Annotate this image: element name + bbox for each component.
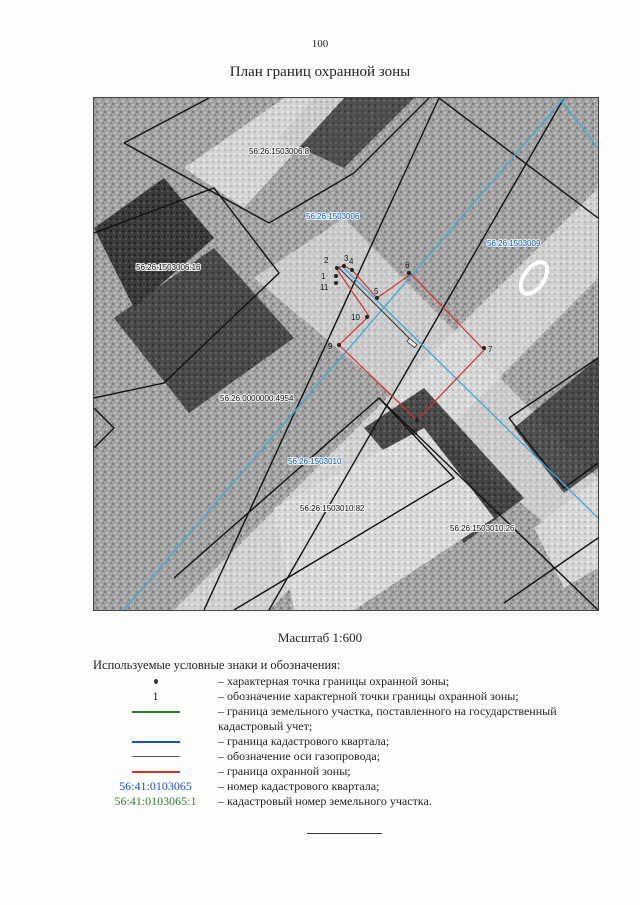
quarter-label-1503006: 56:26:1503006 xyxy=(306,212,360,221)
point-1[interactable] xyxy=(334,274,338,278)
map-canvas xyxy=(94,98,598,610)
point-dot-icon xyxy=(154,679,158,684)
legend-symbol-parcel-line xyxy=(93,704,218,719)
legend-text: – граница охранной зоны; xyxy=(218,764,351,778)
legend-text: – граница земельного участка, поставленного на государственный кадастровый учет; xyxy=(218,704,557,733)
map-view[interactable] xyxy=(93,97,599,611)
legend-row-point xyxy=(93,674,603,689)
point-label-3: 3 xyxy=(344,254,349,263)
point-7[interactable] xyxy=(482,346,486,350)
legend-row-gas-axis xyxy=(93,749,603,764)
legend-text: – кадастровый номер земельного участка. xyxy=(218,794,432,808)
legend-row-zone-boundary xyxy=(93,764,603,779)
point-label-5: 5 xyxy=(374,287,379,296)
point-2[interactable] xyxy=(335,266,339,270)
point-4[interactable] xyxy=(350,268,354,272)
legend-text: – обозначение оси газопровода; xyxy=(218,749,381,763)
blue-line-icon xyxy=(132,741,180,743)
quarter-label-1503010: 56:26:1503010 xyxy=(288,457,342,466)
point-9[interactable] xyxy=(337,343,341,347)
point-8[interactable] xyxy=(415,418,419,422)
legend-text: – номер кадастрового квартала; xyxy=(218,779,380,793)
parcel-label-82: 56:26:1503010:82 xyxy=(300,504,365,513)
parcel-label-26: 56:26:1503010:26 xyxy=(450,524,515,533)
point-3[interactable] xyxy=(342,264,346,268)
scale-label: Масштаб 1:600 xyxy=(277,630,363,645)
page-number: 100 xyxy=(311,38,329,50)
point-10[interactable] xyxy=(365,315,369,319)
point-5[interactable] xyxy=(375,296,379,300)
point-label-10: 10 xyxy=(351,313,360,322)
point-label-7: 7 xyxy=(488,345,493,354)
legend-symbol-quarter-number: 56:41:0103065 xyxy=(119,779,192,793)
point-label-1: 1 xyxy=(321,272,326,281)
page-title: План границ охранной зоны xyxy=(229,64,411,80)
parcel-label-16: 56:26:1503006:16 xyxy=(136,263,201,272)
green-line-icon xyxy=(132,711,180,713)
point-11[interactable] xyxy=(334,281,338,285)
legend-row-quarter-number xyxy=(93,779,603,794)
legend-symbol-number: 1 xyxy=(152,689,159,703)
legend-symbol-gas-line xyxy=(93,749,218,764)
legend-symbol-parcel-number: 56:41:0103065:1 xyxy=(114,794,197,808)
legend-symbol-point xyxy=(93,674,218,689)
parcel-label-4954: 56:26:0000000:4954 xyxy=(220,394,294,403)
footer-divider xyxy=(307,833,382,834)
legend-row-parcel-number xyxy=(93,794,603,809)
point-label-11: 11 xyxy=(320,283,329,292)
legend-text: – граница кадастрового квартала; xyxy=(218,734,390,748)
quarter-label-1503009: 56:26:1503009 xyxy=(487,239,541,248)
legend-row-quarter-boundary xyxy=(93,734,603,749)
red-line-icon xyxy=(132,771,180,773)
point-label-4: 4 xyxy=(349,257,354,266)
point-label-2: 2 xyxy=(324,256,329,265)
legend-text: – характерная точка границы охранной зоны; xyxy=(218,674,450,688)
parcel-label-8: 56:26:1503006:8 xyxy=(249,147,310,156)
legend-symbol-zone-line xyxy=(93,764,218,779)
point-label-8: 8 xyxy=(413,428,418,437)
point-6[interactable] xyxy=(407,271,411,275)
legend-row-parcel-boundary xyxy=(93,704,603,734)
gray-line-icon xyxy=(132,756,180,757)
legend-title: Используемые условные знаки и обозначения: xyxy=(93,658,341,672)
legend-row-point-number xyxy=(93,689,603,704)
point-label-9: 9 xyxy=(328,342,333,351)
legend xyxy=(93,674,603,809)
legend-symbol-quarter-line xyxy=(93,734,218,749)
point-label-6: 6 xyxy=(405,261,410,270)
legend-text: – обозначение характерной точки границы охранной зоны; xyxy=(218,689,519,703)
